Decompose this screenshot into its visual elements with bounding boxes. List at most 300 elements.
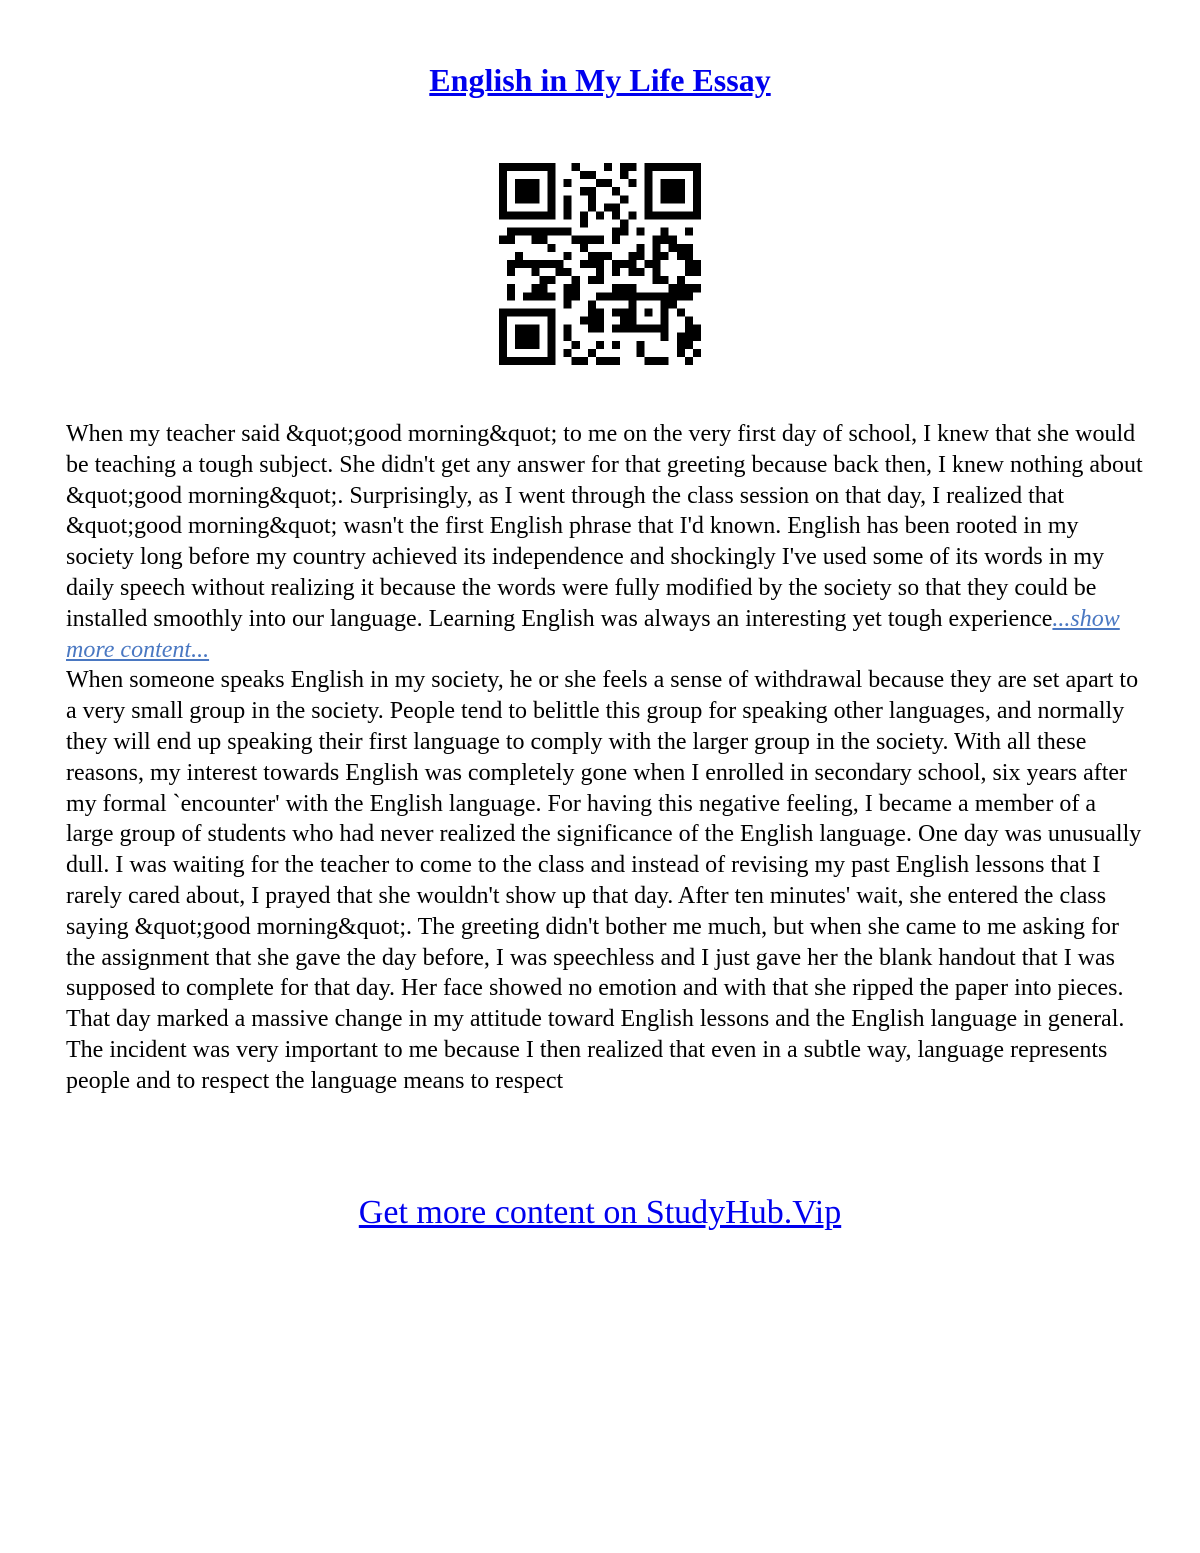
qr-module — [612, 341, 620, 349]
qr-module — [677, 252, 685, 260]
qr-module — [523, 195, 531, 203]
qr-module — [661, 211, 669, 219]
qr-module — [523, 357, 531, 365]
qr-module — [556, 228, 564, 236]
qr-module — [531, 260, 539, 268]
qr-module — [547, 260, 555, 268]
qr-module — [677, 292, 685, 300]
qr-module — [661, 300, 669, 308]
qr-module — [588, 171, 596, 179]
qr-module — [669, 187, 677, 195]
qr-module — [515, 252, 523, 260]
qr-module — [604, 203, 612, 211]
qr-module — [507, 163, 515, 171]
qr-module — [499, 171, 507, 179]
qr-module — [628, 300, 636, 308]
qr-module — [653, 325, 661, 333]
qr-module — [596, 317, 604, 325]
qr-module — [523, 228, 531, 236]
qr-module — [644, 163, 652, 171]
qr-module — [677, 187, 685, 195]
qr-module — [636, 325, 644, 333]
qr-module — [564, 349, 572, 357]
qr-module — [612, 357, 620, 365]
qr-module — [499, 187, 507, 195]
qr-module — [685, 317, 693, 325]
qr-module — [596, 236, 604, 244]
qr-module — [661, 195, 669, 203]
qr-module — [547, 187, 555, 195]
qr-module — [685, 325, 693, 333]
qr-module — [661, 276, 669, 284]
qr-module — [588, 317, 596, 325]
qr-module — [515, 187, 523, 195]
qr-module — [653, 292, 661, 300]
qr-module — [588, 236, 596, 244]
qr-module — [588, 252, 596, 260]
qr-module — [685, 268, 693, 276]
qr-module — [612, 236, 620, 244]
qr-module — [628, 179, 636, 187]
qr-module — [539, 236, 547, 244]
qr-module — [596, 325, 604, 333]
qr-module — [539, 357, 547, 365]
qr-module — [636, 341, 644, 349]
qr-module — [628, 163, 636, 171]
qr-module — [620, 220, 628, 228]
qr-module — [612, 284, 620, 292]
qr-module — [523, 341, 531, 349]
qr-module — [580, 244, 588, 252]
qr-module — [677, 308, 685, 316]
qr-module — [499, 179, 507, 187]
qr-module — [547, 349, 555, 357]
qr-module — [612, 308, 620, 316]
qr-module — [572, 163, 580, 171]
qr-module — [572, 276, 580, 284]
qr-code-icon — [499, 163, 701, 365]
qr-module — [644, 308, 652, 316]
qr-module — [547, 179, 555, 187]
qr-module — [556, 260, 564, 268]
qr-module — [693, 349, 701, 357]
qr-module — [661, 325, 669, 333]
qr-module — [693, 325, 701, 333]
qr-module — [531, 308, 539, 316]
qr-module — [636, 292, 644, 300]
qr-module — [612, 268, 620, 276]
qr-module — [685, 211, 693, 219]
qr-module — [523, 333, 531, 341]
qr-module — [669, 284, 677, 292]
qr-module — [669, 244, 677, 252]
qr-module — [499, 163, 507, 171]
qr-module — [693, 187, 701, 195]
qr-module — [572, 357, 580, 365]
qr-module — [620, 284, 628, 292]
qr-module — [677, 333, 685, 341]
qr-module — [531, 179, 539, 187]
qr-module — [653, 357, 661, 365]
essay-paragraph-2: When someone speaks English in my society, he or she feels a sense of withdrawal because they are set apart to a very small group in the society. People tend to belittle this group for speaking other languages, and normally they will end up speaking their first language to comply with the larger group in the society. With all these reasons, my interest towards English was completely gone when I enrolled in secondary school, six years after my formal `encounter' with the English language. For having this negative feeling, I became a member of a large group of students who had never realized the significance of the English language. One day was unusually dull. I was waiting for the teacher to come to the class and instead of revising my past English lessons that I rarely cared about, I prayed that she wouldn't show up that day. After ten minutes' wait, she entered the class saying &quot;good morning&quot;. The greeting didn't bother me much, but when she came to me asking for the assignment that she gave the day before, I was speechless and I just gave her the blank handout that I was supposed to complete for that day. Her face showed no emotion and with that she ripped the paper into pieces. That day marked a massive change in my attitude toward English lessons and the English language in general. The incident was very important to me because I then realized that even in a subtle way, language represents people and to respect the language means to respect — [66, 667, 1142, 1094]
qr-module — [661, 357, 669, 365]
qr-module — [628, 252, 636, 260]
qr-module — [661, 187, 669, 195]
qr-module — [547, 203, 555, 211]
qr-module — [547, 228, 555, 236]
qr-module — [572, 236, 580, 244]
qr-module — [644, 357, 652, 365]
qr-module — [596, 179, 604, 187]
qr-module — [531, 187, 539, 195]
qr-module — [628, 260, 636, 268]
qr-module — [661, 317, 669, 325]
qr-module — [499, 349, 507, 357]
qr-module — [515, 195, 523, 203]
qr-module — [572, 341, 580, 349]
qr-module — [523, 260, 531, 268]
qr-module — [531, 292, 539, 300]
qr-module — [685, 244, 693, 252]
qr-module — [677, 244, 685, 252]
qr-module — [644, 187, 652, 195]
qr-module — [547, 325, 555, 333]
qr-module — [531, 228, 539, 236]
qr-module — [588, 260, 596, 268]
title-container — [0, 62, 1200, 99]
qr-module — [580, 236, 588, 244]
qr-module — [620, 317, 628, 325]
qr-module — [677, 276, 685, 284]
qr-module — [653, 244, 661, 252]
qr-module — [653, 252, 661, 260]
qr-module — [604, 252, 612, 260]
qr-module — [596, 341, 604, 349]
qr-module — [620, 163, 628, 171]
qr-module — [604, 179, 612, 187]
qr-module — [547, 195, 555, 203]
qr-module — [677, 195, 685, 203]
qr-module — [547, 308, 555, 316]
qr-module — [588, 187, 596, 195]
qr-module — [588, 325, 596, 333]
qr-module — [556, 268, 564, 276]
qr-module — [685, 260, 693, 268]
qr-module — [596, 276, 604, 284]
qr-module — [661, 308, 669, 316]
qr-module — [661, 228, 669, 236]
qr-module — [564, 211, 572, 219]
qr-module — [547, 317, 555, 325]
qr-module — [588, 203, 596, 211]
qr-module — [580, 260, 588, 268]
qr-module — [661, 252, 669, 260]
qr-module — [644, 325, 652, 333]
qr-module — [547, 357, 555, 365]
qr-module — [547, 276, 555, 284]
qr-module — [636, 244, 644, 252]
qr-module — [531, 333, 539, 341]
qr-module — [547, 292, 555, 300]
qr-module — [669, 300, 677, 308]
essay-body — [66, 419, 1146, 1097]
qr-module — [661, 236, 669, 244]
qr-module — [628, 211, 636, 219]
qr-module — [685, 292, 693, 300]
qr-module — [620, 228, 628, 236]
qr-module — [612, 211, 620, 219]
paragraph-1-text: When my teacher said &quot;good morning&quot; to me on the very first day of school, I knew that she would be teaching a tough subject. She didn't get any answer for that greeting because back then, I knew nothing about &quot;good morning&quot;. Surprisingly, as I went through the class session on that day, I realized that &quot;good morning&quot; wasn't the first English phrase that I'd known. English has been rooted in my society long before my country achieved its independence and shockingly I've used some of its words in my daily speech without realizing it because the words were fully modified by the society so that they could be installed smoothly into our language. Learning English was always an interesting yet tough experience — [66, 421, 1143, 632]
qr-module — [636, 228, 644, 236]
qr-module — [588, 300, 596, 308]
qr-module — [677, 284, 685, 292]
qr-module — [531, 236, 539, 244]
qr-module — [515, 308, 523, 316]
qr-module — [661, 292, 669, 300]
qr-module — [653, 260, 661, 268]
qr-module — [515, 228, 523, 236]
qr-module — [547, 171, 555, 179]
qr-module — [507, 284, 515, 292]
qr-module — [515, 325, 523, 333]
qr-code-graphic — [499, 163, 701, 365]
qr-module — [547, 244, 555, 252]
qr-module — [523, 325, 531, 333]
qr-module — [636, 268, 644, 276]
qr-module — [669, 211, 677, 219]
qr-module — [693, 268, 701, 276]
qr-module — [596, 292, 604, 300]
qr-module — [620, 171, 628, 179]
qr-module — [620, 308, 628, 316]
qr-module — [596, 260, 604, 268]
qr-module — [507, 236, 515, 244]
qr-module — [588, 276, 596, 284]
qr-module — [644, 195, 652, 203]
qr-module — [693, 260, 701, 268]
qr-module — [620, 260, 628, 268]
qr-module — [515, 260, 523, 268]
qr-module — [499, 357, 507, 365]
qr-module — [507, 308, 515, 316]
qr-module — [612, 187, 620, 195]
qr-module — [677, 341, 685, 349]
qr-module — [653, 276, 661, 284]
qr-module — [685, 284, 693, 292]
qr-module — [564, 268, 572, 276]
qr-module — [499, 341, 507, 349]
qr-module — [580, 357, 588, 365]
qr-module — [531, 211, 539, 219]
qr-module — [644, 292, 652, 300]
qr-module — [572, 284, 580, 292]
qr-module — [515, 357, 523, 365]
qr-module — [564, 228, 572, 236]
qr-module — [531, 163, 539, 171]
qr-module — [580, 220, 588, 228]
qr-module — [499, 203, 507, 211]
qr-module — [499, 308, 507, 316]
qr-module — [612, 228, 620, 236]
qr-module — [564, 300, 572, 308]
qr-module — [515, 341, 523, 349]
qr-module — [604, 357, 612, 365]
qr-module — [628, 325, 636, 333]
qr-module — [564, 292, 572, 300]
qr-module — [693, 211, 701, 219]
qr-module — [507, 292, 515, 300]
qr-module — [677, 163, 685, 171]
qr-module — [612, 203, 620, 211]
qr-module — [653, 211, 661, 219]
qr-module — [628, 284, 636, 292]
qr-module — [531, 195, 539, 203]
essay-paragraph-1 — [66, 419, 1146, 665]
qr-module — [685, 341, 693, 349]
qr-module — [669, 163, 677, 171]
qr-module — [523, 292, 531, 300]
qr-module — [580, 317, 588, 325]
qr-module — [644, 203, 652, 211]
qr-module — [669, 236, 677, 244]
qr-module — [628, 292, 636, 300]
qr-module — [564, 252, 572, 260]
qr-module — [564, 179, 572, 187]
qr-module — [693, 203, 701, 211]
qr-module — [620, 292, 628, 300]
qr-module — [539, 260, 547, 268]
qr-module — [693, 171, 701, 179]
qr-module — [620, 195, 628, 203]
show-more-link[interactable]: ...show more content... — [66, 605, 1120, 663]
qr-module — [531, 284, 539, 292]
qr-module — [685, 357, 693, 365]
qr-module — [628, 317, 636, 325]
qr-module — [612, 325, 620, 333]
qr-module — [515, 211, 523, 219]
qr-module — [685, 252, 693, 260]
qr-module — [685, 228, 693, 236]
qr-module — [693, 333, 701, 341]
qr-module — [515, 333, 523, 341]
qr-module — [693, 163, 701, 171]
qr-module — [547, 341, 555, 349]
qr-module — [677, 349, 685, 357]
qr-module — [653, 236, 661, 244]
qr-module — [644, 179, 652, 187]
qr-module — [523, 211, 531, 219]
qr-module — [669, 195, 677, 203]
qr-module — [564, 325, 572, 333]
studyhub-link[interactable]: Get more content on StudyHub.Vip — [358, 1194, 842, 1231]
qr-module — [547, 333, 555, 341]
qr-module — [628, 268, 636, 276]
qr-module — [539, 308, 547, 316]
qr-module — [507, 228, 515, 236]
qr-module — [547, 163, 555, 171]
qr-module — [693, 179, 701, 187]
qr-module — [596, 211, 604, 219]
qr-module — [507, 357, 515, 365]
qr-module — [531, 357, 539, 365]
qr-module — [653, 268, 661, 276]
qr-module — [547, 211, 555, 219]
qr-module — [661, 163, 669, 171]
qr-module — [612, 260, 620, 268]
qr-module — [596, 357, 604, 365]
qr-module — [564, 203, 572, 211]
qr-module — [515, 163, 523, 171]
qr-module — [539, 292, 547, 300]
essay-title-link[interactable]: English in My Life Essay — [429, 62, 771, 98]
qr-module — [685, 163, 693, 171]
qr-module — [499, 325, 507, 333]
qr-module — [564, 284, 572, 292]
qr-module — [531, 268, 539, 276]
qr-module — [596, 268, 604, 276]
qr-module — [539, 284, 547, 292]
qr-module — [669, 292, 677, 300]
qr-module — [531, 325, 539, 333]
footer-container — [0, 1194, 1200, 1232]
qr-module — [644, 211, 652, 219]
qr-module — [628, 308, 636, 316]
qr-module — [588, 195, 596, 203]
qr-module — [523, 308, 531, 316]
qr-module — [499, 195, 507, 203]
qr-module — [539, 211, 547, 219]
qr-module — [539, 228, 547, 236]
qr-module — [596, 308, 604, 316]
qr-module — [596, 252, 604, 260]
qr-module — [604, 163, 612, 171]
qr-module — [539, 276, 547, 284]
qr-module — [677, 211, 685, 219]
qr-module — [644, 171, 652, 179]
qr-module — [693, 284, 701, 292]
qr-module — [661, 333, 669, 341]
qr-module — [588, 349, 596, 357]
qr-module — [499, 333, 507, 341]
qr-module — [653, 163, 661, 171]
qr-module — [507, 260, 515, 268]
qr-module — [531, 341, 539, 349]
qr-module — [539, 163, 547, 171]
qr-module — [588, 308, 596, 316]
qr-module — [499, 211, 507, 219]
qr-module — [564, 333, 572, 341]
qr-module — [685, 333, 693, 341]
qr-module — [523, 187, 531, 195]
qr-module — [507, 211, 515, 219]
qr-module — [564, 195, 572, 203]
qr-module — [523, 163, 531, 171]
qr-module — [669, 179, 677, 187]
qr-module — [515, 179, 523, 187]
qr-module — [523, 179, 531, 187]
qr-module — [693, 195, 701, 203]
qr-module — [580, 211, 588, 219]
qr-module — [636, 349, 644, 357]
qr-module — [604, 292, 612, 300]
qr-module — [620, 325, 628, 333]
qr-module — [572, 292, 580, 300]
qr-module — [677, 179, 685, 187]
qr-module — [499, 236, 507, 244]
qr-module — [612, 292, 620, 300]
qr-module — [636, 252, 644, 260]
qr-module — [499, 317, 507, 325]
